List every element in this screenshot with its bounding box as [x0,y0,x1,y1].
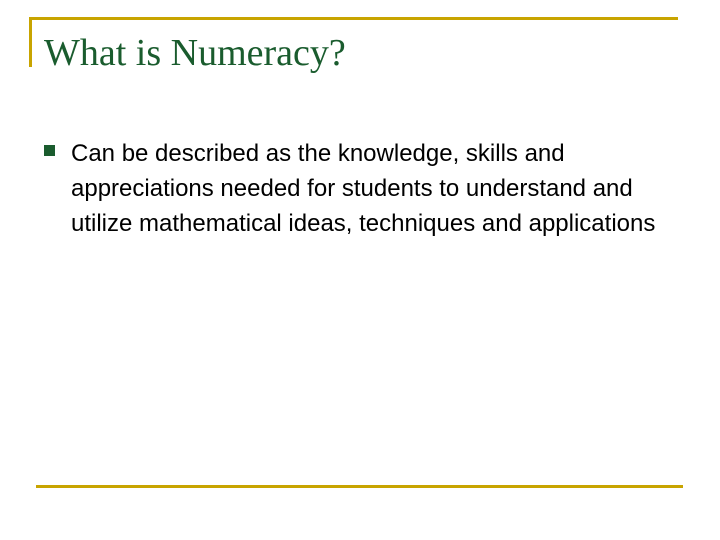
frame-left-rule [29,17,32,67]
bullet-list [44,136,684,241]
bullet-item [44,136,684,241]
slide-title: What is Numeracy? [44,32,346,74]
frame-bottom-rule [36,485,683,488]
bullet-text: Can be described as the knowledge, skills and appreciations needed for students to understand and utilize mathematical ideas, techniques and applications [71,140,656,237]
frame-top-rule [29,17,678,20]
square-bullet-icon [44,145,55,156]
